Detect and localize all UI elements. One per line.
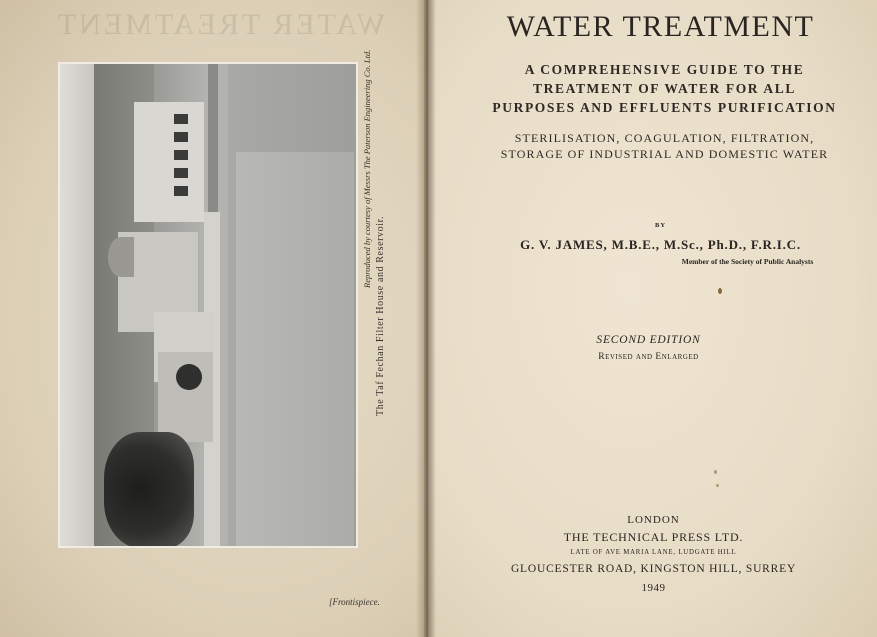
mirrored-title-ghost: WATER TREATMENT [54,8,386,41]
publication-place: LONDON [627,514,680,526]
former-address: LATE OF AVE MARIA LANE, LUDGATE HILL [570,549,737,556]
edition: SECOND EDITION [596,334,701,346]
foxing-spot [718,288,722,294]
publication-year: 1949 [641,582,666,594]
topics [440,130,877,162]
photo-caption: The Taf Fechan Filter House and Reservoir. [375,215,386,416]
subtitle-line: TREATMENT OF WATER FOR ALL [533,81,796,96]
book-title: WATER TREATMENT [506,10,815,43]
photo-credit: Reproduced by courtesy of Messrs The Paterson Engineering Co. Ltd. [362,49,372,288]
subtitle [440,60,877,117]
topics-line: STERILISATION, COAGULATION, FILTRATION, [514,131,815,145]
frontispiece-label: [Frontispiece. [329,597,380,607]
subtitle-line: A COMPREHENSIVE GUIDE TO THE [524,62,805,77]
topics-line: STORAGE OF INDUSTRIAL AND DOMESTIC WATER [500,147,829,161]
author-name: G. V. JAMES, M.B.E., M.Sc., Ph.D., F.R.I.C. [520,237,801,252]
photo-border [58,62,358,548]
book-gutter [416,0,436,637]
revised-note [428,352,873,362]
title-page [428,0,877,637]
author-affiliation: Member of the Society of Public Analysts [681,257,814,266]
foxing-spot [716,484,719,487]
foxing-spot [714,470,717,474]
publisher: THE TECHNICAL PRESS LTD. [563,530,744,544]
revised-text: Revised and Enlarged [598,352,699,362]
frontispiece-page [0,0,424,637]
by-label: BY [654,222,667,229]
publisher-address: GLOUCESTER ROAD, KINGSTON HILL, SURREY [510,563,797,575]
subtitle-line: PURPOSES AND EFFLUENTS PURIFICATION [492,100,837,115]
frontispiece-photograph [58,62,358,548]
